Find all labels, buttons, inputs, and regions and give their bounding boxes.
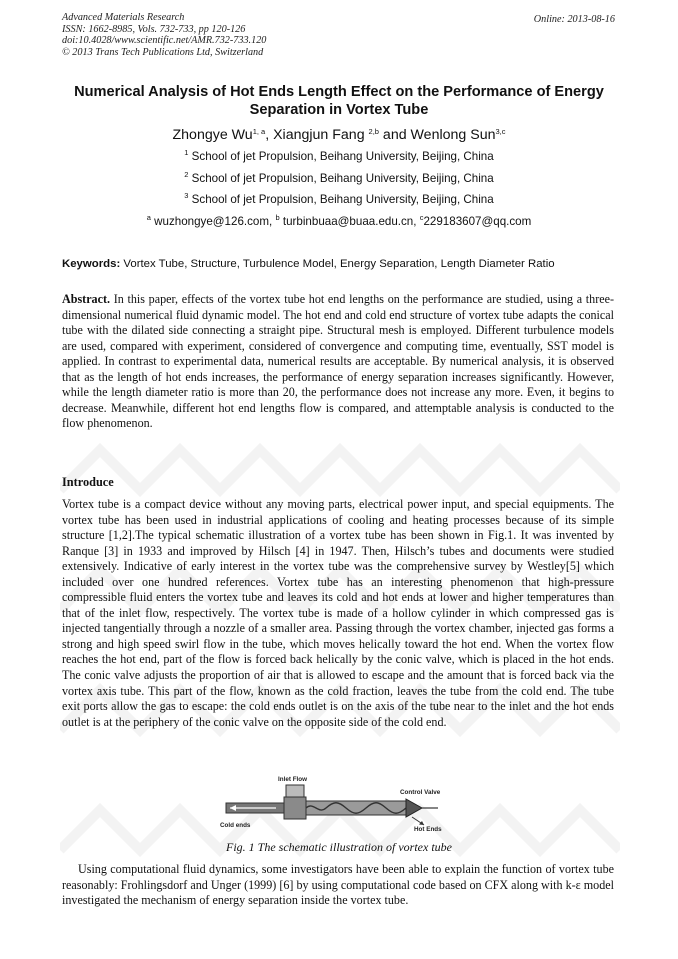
figure-caption: Fig. 1 The schematic illustration of vortex tube bbox=[226, 840, 452, 854]
author-name: Wenlong Sun bbox=[410, 127, 496, 143]
cfd-paragraph: Using computational fluid dynamics, some investigators have been able to explain the function of vortex tube reasonably: Frohlingsdorf and Unger (1999) [6] by using computational code based on CFX along with k-ε model investigated the mechanism of energy separation inside the vortex tube. bbox=[62, 862, 614, 908]
vortex-chamber bbox=[284, 797, 306, 819]
publication-header bbox=[62, 12, 266, 58]
doi-line[interactable]: doi:10.4028/www.scientific.net/AMR.732-733.120 bbox=[62, 35, 267, 47]
hot-ends-label: Hot Ends bbox=[414, 826, 442, 833]
introduce-paragraph: Vortex tube is a compact device without any moving parts, electrical power input, and special equipments. The vortex tube has been used in industrial applications of cooling and heating processes because of its simple structure [1,2].The typical schematic illustration of a vortex tube has been shown in Fig.1. It was invented by Ranque [3] in 1933 and improved by Hilsch [4] in 1947. Then, Hilsch’s tubes and documents were studied extensively. Indicative of early interest in the vortex tube was the comprehensive survey by Westley[5] which included over one hundred references. Vortex tube has an interesting phenomenon that high-pressure compressible fluid enters the vortex tube and leaves its cold and hot ends at lower and higher temperatures than that of the inlet flow, respectively. The vortex tube is made of a hollow cylinder in which compressed gas is injected tangentially through a nozzle of a smaller area. Passing through the vortex chamber, injected gas forms a strong and high speed swirl flow in the tube, which moves helically toward the hot end. When the vortex flow reaches the hot end, part of the flow is forced back helically by the conic valve, which is placed in the hot ends. The conic valve adjusts the proportion of air that is allowed to escape and the amount that is forced back via the vortex axis tube. This part of the flow, known as the cold fraction, leaves the tube from the cold end. The tube exit ports allow the gas to escape: the cold ends outlet is on the axis of the tube near to the inlet and the hot ends outlet is at the periphery of the conic valve on the opposite side of the cold end. bbox=[62, 497, 614, 729]
keywords bbox=[62, 258, 622, 270]
author-superscript: 3,c bbox=[495, 127, 506, 136]
author-name: Xiangjun Fang bbox=[273, 127, 369, 143]
keywords-label: Keywords: bbox=[62, 258, 121, 270]
author-emails: $^a$ wuzhongye@126.com, $^b$ turbinbuaa@buaa.edu.cn, $^c$229183607@qq.com bbox=[146, 213, 532, 228]
abstract-label: Abstract. bbox=[62, 292, 111, 306]
email-link[interactable]: turbinbuaa@buaa.edu.cn, bbox=[282, 215, 420, 228]
author-superscript: 1, a bbox=[252, 127, 266, 136]
author-superscript: 2,b bbox=[368, 127, 379, 136]
keywords-text: Vortex Tube, Structure, Turbulence Model, Energy Separation, Length Diameter Ratio bbox=[123, 258, 555, 270]
email-link[interactable]: wuzhongye@126.com, bbox=[154, 215, 276, 228]
journal-name: Advanced Materials Research bbox=[62, 12, 185, 23]
affiliation-1: $^1$ School of jet Propulsion, Beihang University, Beijing, China bbox=[184, 148, 494, 163]
email-link[interactable]: 229183607@qq.com bbox=[423, 215, 532, 228]
affiliation-3: $^3$ School of jet Propulsion, Beihang University, Beijing, China bbox=[184, 191, 494, 206]
copyright-line: © 2013 Trans Tech Publications Ltd, Switzerland bbox=[62, 46, 264, 58]
author-list: Zhongye Wu$^{1, a}$, Xiangjun Fang $^{2,b}$ and Wenlong Sun$^{3,c}$ bbox=[172, 127, 506, 143]
author-name: Zhongye Wu bbox=[172, 127, 253, 143]
affiliation-2: $^2$ School of jet Propulsion, Beihang University, Beijing, China bbox=[184, 170, 494, 185]
abstract bbox=[62, 292, 614, 432]
conic-valve bbox=[406, 799, 422, 817]
online-date: Online: 2013-08-16 bbox=[533, 14, 615, 25]
paper-title: Numerical Analysis of Hot Ends Length Effect on the Performance of Energy Separation in Vortex Tube bbox=[74, 84, 604, 118]
section-heading-introduce: Introduce bbox=[62, 475, 114, 489]
cold-ends-label: Cold ends bbox=[220, 822, 251, 829]
issn-line: ISSN: 1662-8985, Vols. 732-733, pp 120-126 bbox=[62, 23, 246, 35]
vortex-tube-figure bbox=[206, 773, 458, 833]
inlet-flow-label: Inlet Flow bbox=[278, 776, 308, 783]
abstract-text: In this paper, effects of the vortex tube hot end lengths on the performance are studied, using a three-dimensional numerical fluid dynamic model. The hot end and cold end structure of vortex tube adapts the conical tube with the dilated side connecting a straight pipe. Structural mesh is employed. Different turbulence models are used, compared with experiment, considered of convergence and computing time, eventually, SST model is applied. In contrast to experimental data, numerical results are acceptable. By numerical analysis, it is observed that as the length of hot ends increases, the performance of energy separation increases significantly. However, while the length diameter ratio is more than 20, the performance does not increase any more. Even, it begins to decrease. Meanwhile, different hot end lengths flow is compared, and attemptable analysis is conducted to the flow phenomenon. bbox=[62, 292, 615, 431]
control-valve-label: Control Valve bbox=[400, 789, 441, 796]
